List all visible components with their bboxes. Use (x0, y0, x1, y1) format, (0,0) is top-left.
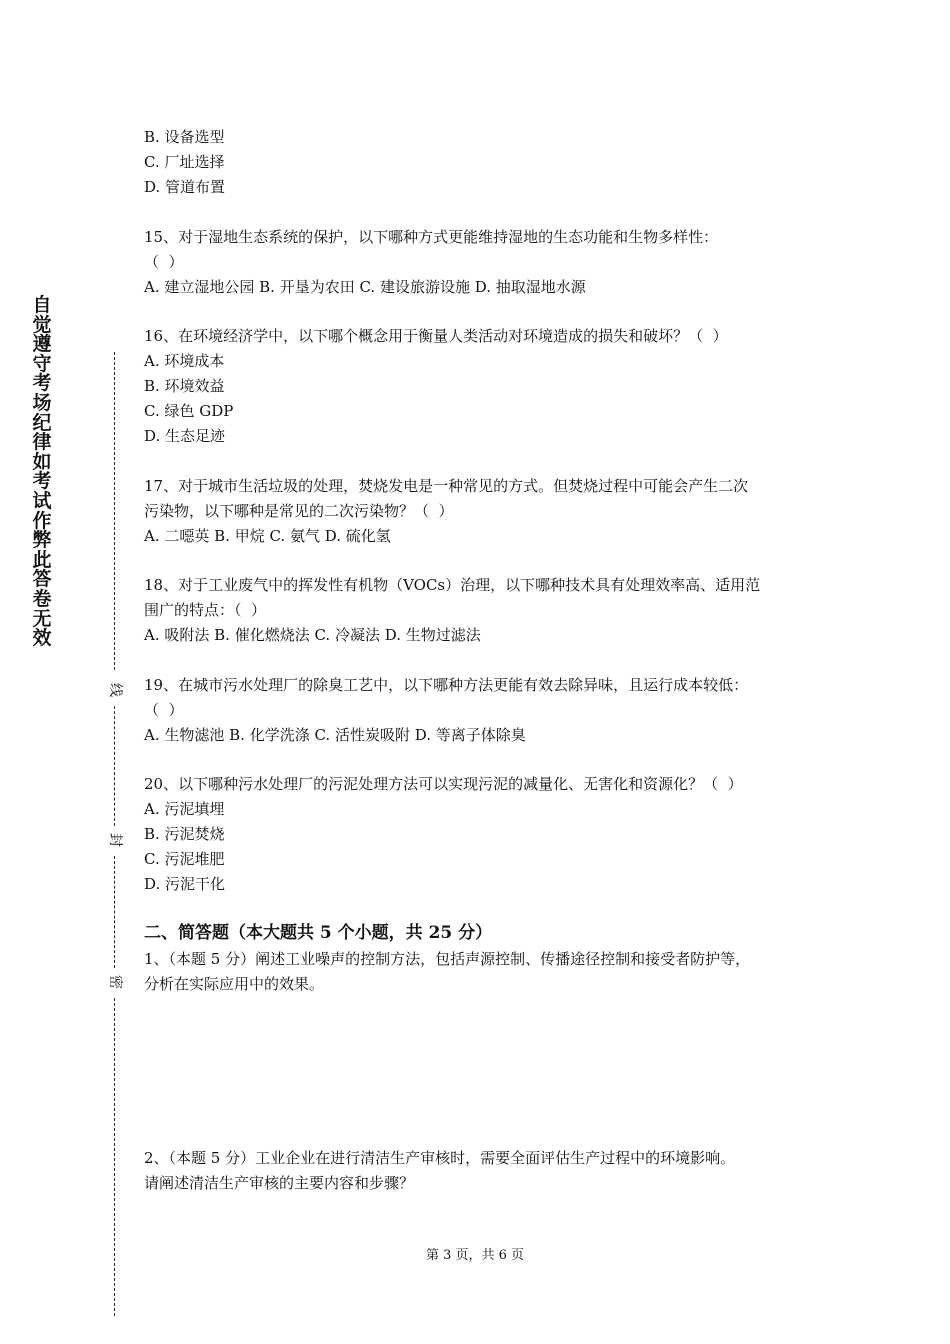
binding-dashed-line (114, 856, 115, 968)
section-heading: 二、简答题（本大题共 5 个小题，共 25 分） (144, 923, 493, 943)
option-line: C. 绿色 GDP (144, 402, 234, 420)
binding-dashed-line (114, 998, 115, 1316)
short-answer-2: 2、（本题 5 分）工业企业在进行清洁生产审核时，需要全面评估生产过程中的环境影响。 (144, 1149, 736, 1167)
short-answer-1: 1、（本题 5 分）阐述工业噪声的控制方法，包括声源控制、传播途径控制和接受者防护等， (144, 950, 751, 968)
question-19-stem: 19、在城市污水处理厂的除臭工艺中，以下哪种方法更能有效去除异味，且运行成本较低： (144, 676, 749, 694)
short-answer-1-cont: 分析在实际应用中的效果。 (144, 975, 325, 993)
option-line: C. 厂址选择 (144, 153, 225, 171)
binding-label-secret: 密 (107, 975, 123, 989)
option-line: D. 生态足迹 (144, 427, 226, 445)
option-line: A. 环境成本 (144, 352, 225, 370)
option-line: B. 设备选型 (144, 128, 225, 146)
question-15-stem: 15、对于湿地生态系统的保护，以下哪种方式更能维持湿地的生态功能和生物多样性： (144, 228, 719, 246)
option-line: D. 管道布置 (144, 178, 226, 196)
exam-discipline-notice: 自觉遵守考场纪律如考试作弊此答卷无效 (32, 294, 52, 650)
question-18-stem: 18、对于工业废气中的挥发性有机物（VOCs）治理，以下哪种技术具有处理效率高、适用范 (144, 576, 761, 594)
option-line: D. 污泥干化 (144, 875, 226, 893)
question-20-stem: 20、以下哪种污水处理厂的污泥处理方法可以实现污泥的减量化、无害化和资源化？（ ） (144, 775, 743, 793)
short-answer-2-cont: 请阐述清洁生产审核的主要内容和步骤？ (144, 1174, 415, 1192)
question-17-options: A. 二噁英 B. 甲烷 C. 氨气 D. 硫化氢 (144, 527, 391, 545)
binding-dashed-line (114, 352, 115, 670)
option-line: A. 污泥填埋 (144, 800, 225, 818)
binding-label-line: 线 (107, 683, 123, 697)
question-16-stem: 16、在环境经济学中，以下哪个概念用于衡量人类活动对环境造成的损失和破坏？（ ） (144, 327, 728, 345)
binding-label-seal: 封 (107, 833, 123, 847)
option-line: C. 污泥堆肥 (144, 850, 225, 868)
page-number: 第 3 页，共 6 页 (425, 1248, 525, 1263)
option-line: B. 环境效益 (144, 377, 225, 395)
question-18-options: A. 吸附法 B. 催化燃烧法 C. 冷凝法 D. 生物过滤法 (144, 626, 481, 644)
binding-dashed-line (114, 706, 115, 826)
question-15-options: A. 建立湿地公园 B. 开垦为农田 C. 建设旅游设施 D. 抽取湿地水源 (144, 278, 586, 296)
question-17-stem-cont: 污染物，以下哪种是常见的二次污染物？（ ） (144, 502, 454, 520)
question-17-stem: 17、对于城市生活垃圾的处理，焚烧发电是一种常见的方式。但焚烧过程中可能会产生二次 (144, 477, 749, 495)
option-line: B. 污泥焚烧 (144, 825, 225, 843)
question-19-blank: （ ） (144, 701, 184, 719)
question-19-options: A. 生物滤池 B. 化学洗涤 C. 活性炭吸附 D. 等离子体除臭 (144, 726, 526, 744)
question-15-blank: （ ） (144, 253, 184, 271)
question-18-stem-cont: 围广的特点：（ ） (144, 601, 267, 619)
